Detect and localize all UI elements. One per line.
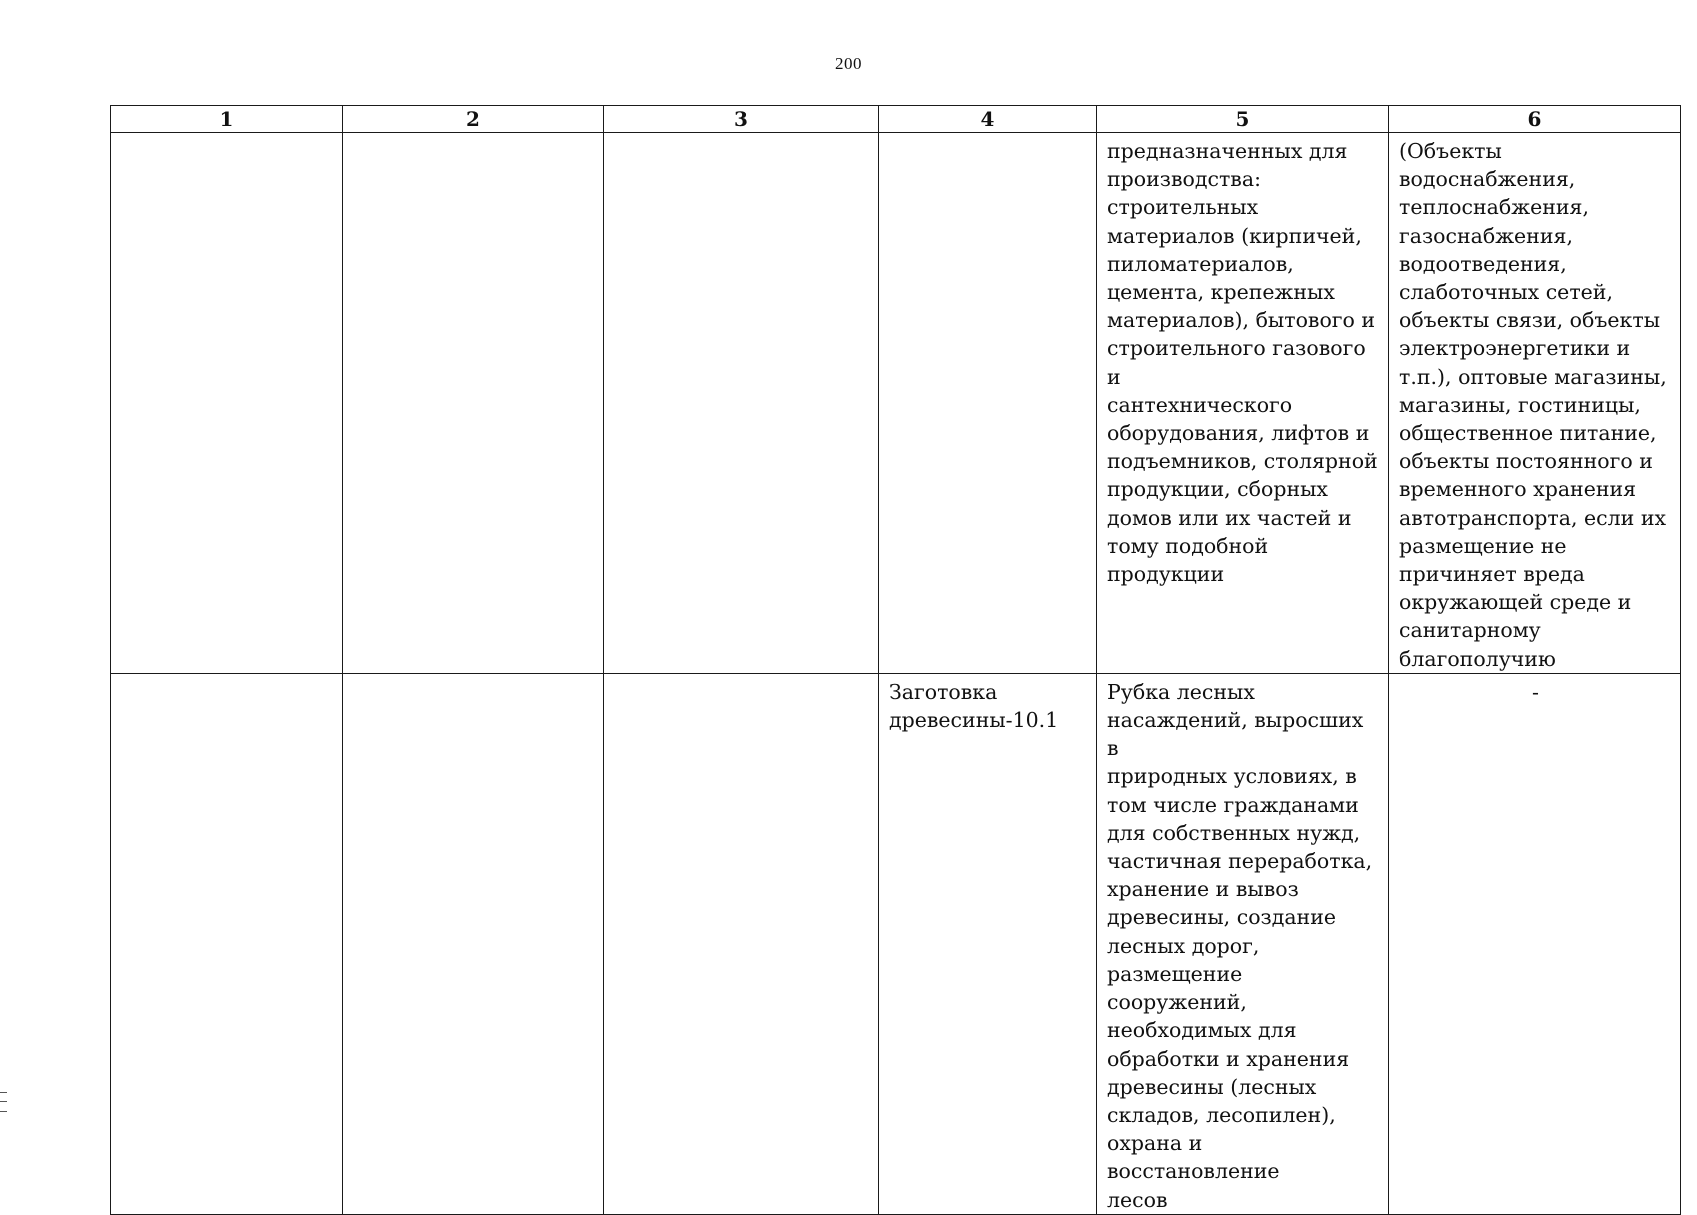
- page-number: 200: [835, 54, 862, 73]
- row-1-col-1: [111, 133, 343, 674]
- table-row: [111, 673, 1681, 1214]
- scan-edge-mark: [0, 1092, 7, 1112]
- header-col-3: 3: [604, 106, 879, 133]
- row-1-col-3: [604, 133, 879, 674]
- row-1-col-2: [343, 133, 604, 674]
- row-1-permitted-objects: (Объекты водоснабжения, теплоснабжения, газоснабжения, водоотведения, слаботочных сетей, объекты связи, объекты электроэнергетики и т.п.), оптовые магазины, магазины, гостиницы, общественное питание, объекты постоянного и временного хранения автотранспорта, если их размещение не причиняет вреда окружающей среде и санитарному благополучию: [1389, 133, 1681, 674]
- header-col-4: 4: [879, 106, 1097, 133]
- table-row: [111, 133, 1681, 674]
- table-header-row: [111, 106, 1681, 133]
- header-col-1: 1: [111, 106, 343, 133]
- row-2-use-type: Заготовка древесины-10.1: [879, 673, 1097, 1214]
- header-col-2: 2: [343, 106, 604, 133]
- row-1-description: предназначенных для производства: строительных материалов (кирпичей, пиломатериалов, цемента, крепежных материалов), бытового и строительного газового и сантехнического оборудования, лифтов и подъемников, столярной продукции, сборных домов или их частей и тому подобной продукции: [1097, 133, 1389, 674]
- row-2-permitted-objects: -: [1389, 673, 1681, 1214]
- header-col-6: 6: [1389, 106, 1681, 133]
- header-col-5: 5: [1097, 106, 1389, 133]
- row-2-col-2: [343, 673, 604, 1214]
- row-2-col-1: [111, 673, 343, 1214]
- row-2-description: Рубка лесных насаждений, выросших в природных условиях, в том числе гражданами для собственных нужд, частичная переработка, хранение и вывоз древесины, создание лесных дорог, размещение сооружений, необходимых для обработки и хранения древесины (лесных складов, лесопилен), охрана и восстановление лесов: [1097, 673, 1389, 1214]
- row-1-col-4: [879, 133, 1097, 674]
- row-2-col-3: [604, 673, 879, 1214]
- land-use-table: [110, 105, 1681, 1215]
